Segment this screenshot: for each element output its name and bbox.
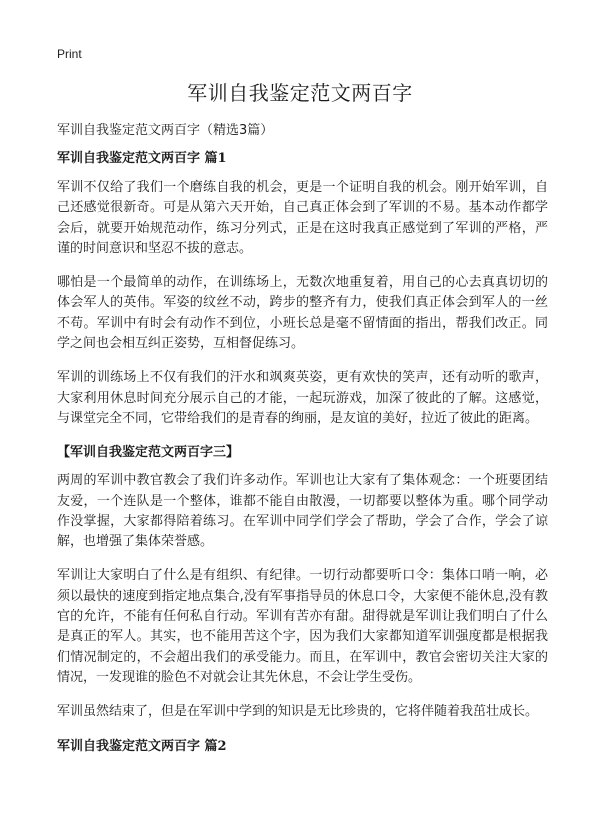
print-link[interactable]: Print [57, 47, 82, 61]
paragraph: 两周的军训中教官教会了我们许多动作。军训也让大家有了集体观念：一个班要团结友爱，一个连队是一个整体，谁都不能自由散漫，一切都要以整体为重。哪个同学动作没掌握，大家都得陪着练习。在军训中同学们学会了帮助，学会了合作，学会了谅解，也增强了集体荣誉感。 [57, 473, 548, 550]
paragraph: 哪怕是一个最简单的动作，在训练场上，无数次地重复着，用自己的心去真真切切的体会军人的英伟。军姿的纹丝不动，跨步的整齐有力，使我们真正体会到军人的一丝不苟。军训中有时会有动作不到位，小班长总是毫不留情面的指出，帮我们改正。同学之间也会相互纠正姿势，互相督促练习。 [57, 275, 548, 352]
section-heading: 【军训自我鉴定范文两百字三】 [57, 445, 240, 461]
article-subtitle: 军训自我鉴定范文两百字（精选3篇） [57, 123, 274, 138]
section-3 [57, 443, 548, 722]
paragraph: 军训的训练场上不仅有我们的汗水和飒爽英姿，更有欢快的笑声，还有动听的歌声，大家利用休息时间充分展示自己的才能，一起玩游戏，加深了彼此的了解。这感觉，与课堂完全不同，它带给我们的是青春的绚丽，是友谊的美好，拉近了彼此的距离。 [57, 370, 548, 426]
section-2 [57, 737, 548, 757]
paragraph: 军训让大家明白了什么是有组织、有纪律。一切行动都要听口令：集体口哨一响，必须以最快的速度到指定地点集合,没有军事指导员的休息口令，大家便不能休息,没有教官的允许，不能有任何私自行动。军训有苦亦有甜。甜得就是军训让我们明白了什么是真正的军人。其实，也不能用苦这个字，因为我们大家都知道军训强度都是根据我们情况制定的，不会超出我们的承受能力。而且，在军训中，教官会密切关注大家的情况，一发现谁的脸色不对就会让其先休息，不会让学生受伤。 [57, 568, 548, 685]
page-title: 军训自我鉴定范文两百字 [187, 81, 413, 105]
section-heading: 军训自我鉴定范文两百字 篇1 [57, 151, 227, 166]
paragraph: 军训不仅给了我们一个磨练自我的机会，更是一个证明自我的机会。刚开始军训，自己还感觉很新奇。可是从第六天开始，自己真正体会到了军训的不易。基本动作都学会后，就要开始规范动作，练习分列式，正是在这时我真正感觉到了军训的严格，严谨的时间意识和坚忍不拔的意志。 [57, 180, 548, 256]
section-heading: 军训自我鉴定范文两百字 篇2 [57, 738, 227, 754]
section-1 [57, 149, 548, 429]
paragraph: 军训虽然结束了，但是在军训中学到的知识是无比珍贵的，它将伴随着我茁壮成长。 [57, 704, 539, 720]
article-body [57, 121, 548, 766]
